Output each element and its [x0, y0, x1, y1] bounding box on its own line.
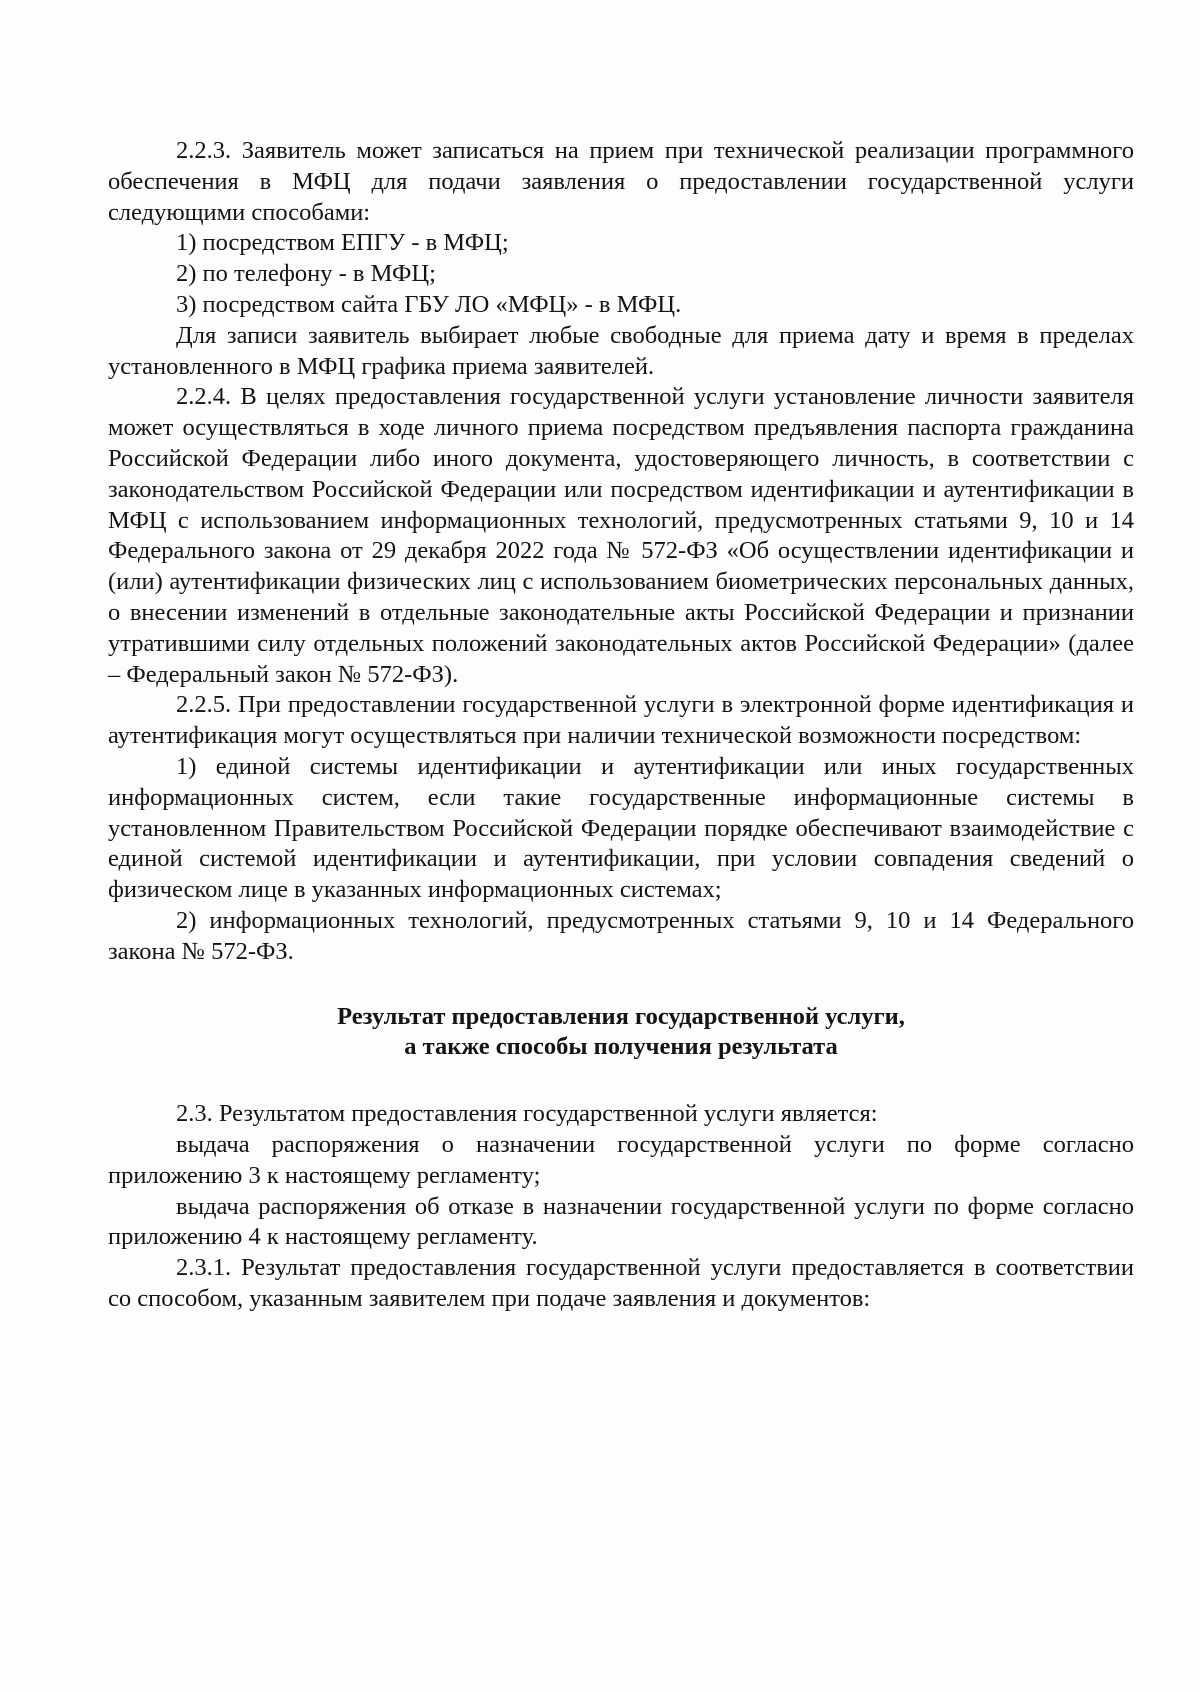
result-item-refusal: выдача распоряжения об отказе в назначении государственной услуги по форме согласно приложению 4 к настоящему регламенту.: [108, 1192, 1134, 1251]
section-heading-line-2: а также способы получения результата: [404, 1033, 838, 1061]
list-item-esia: 1) единой системы идентификации и аутентификации или иных государственных информационных систем, если такие государственные информационные системы в установленном Правительством Российской Федерации порядке обеспечивают взаимодействие с единой системой идентификации и аутентификации, при условии совпадения сведений о физическом лице в указанных информационных системах;: [108, 752, 1134, 904]
list-item-epgu: 1) посредством ЕПГУ - в МФЦ;: [176, 229, 509, 257]
section-heading-line-1: Результат предоставления государственной услуги,: [337, 1002, 905, 1030]
paragraph-2-3: 2.3. Результатом предоставления государственной услуги является:: [176, 1100, 878, 1128]
list-item-it-technologies: 2) информационных технологий, предусмотренных статьями 9, 10 и 14 Федерального закона № 572-ФЗ.: [108, 906, 1134, 965]
spacer: [108, 1063, 1134, 1099]
paragraph-2-2-5: 2.2.5. При предоставлении государственной услуги в электронной форме идентификация и аутентификация могут осуществляться при наличии технической возможности посредством:: [108, 691, 1134, 750]
paragraph-2-2-4: 2.2.4. В целях предоставления государственной услуги установление личности заявителя может осуществляться в ходе личного приема посредством предъявления паспорта гражданина Российской Федерации либо иного документа, удостоверяющего личность, в соответствии с законодательством Российской Федерации или посредством идентификации и аутентификации в МФЦ с использованием информационных технологий, предусмотренных статьями 9, 10 и 14 Федерального закона от 29 декабря 2022 года № 572-ФЗ «Об осуществлении идентификации и (или) аутентификации физических лиц с использованием биометрических персональных данных, о внесении изменений в отдельные законодательные акты Российской Федерации и признании утратившими силу отдельных положений законодательных актов Российской Федерации» (далее – Федеральный закон № 572-ФЗ).: [108, 383, 1134, 688]
list-item-site: 3) посредством сайта ГБУ ЛО «МФЦ» - в МФЦ.: [176, 290, 682, 318]
document-body: [108, 136, 1134, 1315]
list-item-phone: 2) по телефону - в МФЦ;: [176, 260, 436, 288]
result-item-assignment: выдача распоряжения о назначении государственной услуги по форме согласно приложению 3 к настоящему регламенту;: [108, 1130, 1134, 1189]
spacer: [108, 968, 1134, 1002]
paragraph-2-3-1: 2.3.1. Результат предоставления государственной услуги предоставляется в соответствии со способом, указанным заявителем при подаче заявления и документов:: [108, 1254, 1134, 1312]
paragraph-2-2-3: 2.2.3. Заявитель может записаться на прием при технической реализации программного обеспечения в МФЦ для подачи заявления о предоставлении государственной услуги следующими способами:: [108, 137, 1134, 226]
paragraph-appointment-time: Для записи заявитель выбирает любые свободные для приема дату и время в пределах установленного в МФЦ графика приема заявителей.: [108, 321, 1134, 380]
